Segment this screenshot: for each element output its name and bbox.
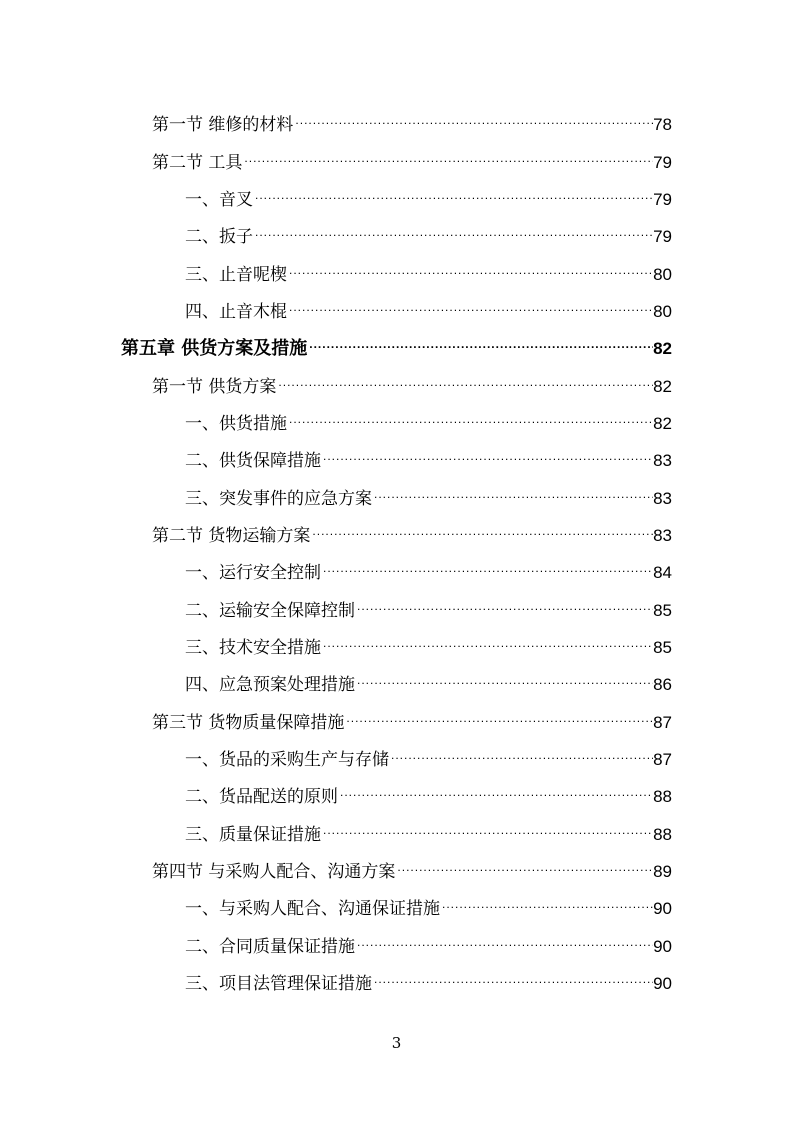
dot-leader (312, 519, 653, 541)
toc-entry-title: 一、音叉 (185, 190, 253, 210)
toc-entry-page-number: 84 (653, 563, 672, 582)
toc-entry-page-number: 79 (653, 153, 672, 172)
toc-entry-page-number: 89 (653, 862, 672, 881)
toc-entry-page-number: 85 (653, 638, 672, 657)
toc-chapter-entry[interactable] (121, 332, 672, 360)
toc-entry-title: 三、质量保证措施 (185, 825, 321, 845)
toc-subsection-entry[interactable] (185, 556, 672, 584)
toc-entry-page-number: 87 (653, 713, 672, 732)
toc-entry-title: 二、货品配送的原则 (185, 787, 338, 807)
dot-leader (244, 146, 653, 168)
dot-leader (346, 706, 653, 728)
toc-subsection-entry[interactable] (185, 183, 672, 211)
dot-leader (278, 370, 653, 392)
toc-entry-title: 一、与采购人配合、沟通保证措施 (185, 899, 440, 919)
dot-leader (340, 780, 653, 802)
toc-entry-title: 四、应急预案处理措施 (185, 675, 355, 695)
toc-subsection-entry[interactable] (185, 780, 672, 808)
dot-leader (374, 482, 653, 504)
toc-subsection-entry[interactable] (185, 668, 672, 696)
dot-leader (442, 892, 653, 914)
toc-entry-title: 第二节 工具 (152, 153, 243, 173)
toc-subsection-entry[interactable] (185, 220, 672, 248)
toc-section-entry[interactable] (152, 370, 672, 398)
dot-leader (255, 220, 653, 242)
dot-leader (397, 855, 653, 877)
toc-entry-page-number: 90 (653, 974, 672, 993)
toc-subsection-entry[interactable] (185, 967, 672, 995)
toc-entry-page-number: 82 (653, 414, 672, 433)
dot-leader (357, 594, 653, 616)
dot-leader (323, 818, 653, 840)
toc-entry-page-number: 85 (653, 601, 672, 620)
toc-entry-page-number: 90 (653, 937, 672, 956)
toc-entry-page-number: 90 (653, 899, 672, 918)
toc-section-entry[interactable] (152, 855, 672, 883)
toc-subsection-entry[interactable] (185, 594, 672, 622)
toc-entry-title: 第四节 与采购人配合、沟通方案 (152, 862, 396, 882)
dot-leader (357, 668, 653, 690)
toc-subsection-entry[interactable] (185, 258, 672, 286)
toc-entry-page-number: 78 (653, 115, 672, 134)
toc-subsection-entry[interactable] (185, 407, 672, 435)
toc-entry-title: 一、运行安全控制 (185, 563, 321, 583)
toc-entry-page-number: 80 (653, 302, 672, 321)
toc-entry-title: 三、止音呢楔 (185, 265, 287, 285)
dot-leader (255, 183, 653, 205)
toc-section-entry[interactable] (152, 519, 672, 547)
toc-subsection-entry[interactable] (185, 743, 672, 771)
toc-entry-page-number: 79 (653, 190, 672, 209)
toc-entry-title: 二、扳子 (185, 227, 253, 247)
toc-section-entry[interactable] (152, 706, 672, 734)
toc-entry-page-number: 82 (653, 377, 672, 396)
toc-entry-title: 四、止音木棍 (185, 302, 287, 322)
toc-entry-title: 一、供货措施 (185, 414, 287, 434)
toc-entry-page-number: 82 (653, 339, 672, 358)
toc-entry-page-number: 86 (653, 675, 672, 694)
page-number: 3 (391, 1034, 402, 1052)
toc-subsection-entry[interactable] (185, 295, 672, 323)
toc-entry-title: 第一节 维修的材料 (152, 115, 294, 135)
toc-entry-title: 三、项目法管理保证措施 (185, 974, 372, 994)
toc-entry-title: 三、技术安全措施 (185, 638, 321, 658)
toc-subsection-entry[interactable] (185, 930, 672, 958)
toc-entry-title: 第二节 货物运输方案 (152, 526, 311, 546)
toc-entry-title: 二、运输安全保障控制 (185, 601, 355, 621)
dot-leader (323, 631, 653, 653)
toc-entry-page-number: 88 (653, 825, 672, 844)
toc-entry-page-number: 88 (653, 787, 672, 806)
dot-leader (289, 295, 653, 317)
toc-entry-title: 二、供货保障措施 (185, 451, 321, 471)
toc-entry-page-number: 87 (653, 750, 672, 769)
toc-entry-title: 三、突发事件的应急方案 (185, 489, 372, 509)
toc-entry-title: 一、货品的采购生产与存储 (185, 750, 389, 770)
dot-leader (295, 108, 653, 130)
dot-leader (357, 930, 653, 952)
toc-section-entry[interactable] (152, 108, 672, 136)
dot-leader (323, 556, 653, 578)
toc-entry-page-number: 83 (653, 489, 672, 508)
toc-entry-page-number: 83 (653, 451, 672, 470)
dot-leader (289, 258, 653, 280)
toc-subsection-entry[interactable] (185, 444, 672, 472)
toc-section-entry[interactable] (152, 146, 672, 174)
toc-subsection-entry[interactable] (185, 482, 672, 510)
toc-entry-page-number: 80 (653, 265, 672, 284)
toc-entry-title: 二、合同质量保证措施 (185, 937, 355, 957)
dot-leader (391, 743, 653, 765)
toc-subsection-entry[interactable] (185, 892, 672, 920)
toc-subsection-entry[interactable] (185, 631, 672, 659)
dot-leader (309, 332, 653, 354)
toc-entry-title: 第三节 货物质量保障措施 (152, 713, 345, 733)
toc-subsection-entry[interactable] (185, 818, 672, 846)
dot-leader (323, 444, 653, 466)
dot-leader (289, 407, 653, 429)
dot-leader (374, 967, 653, 989)
toc-entry-page-number: 79 (653, 227, 672, 246)
toc-entry-page-number: 83 (653, 526, 672, 545)
toc-entry-title: 第五章 供货方案及措施 (121, 338, 308, 359)
toc-entry-title: 第一节 供货方案 (152, 377, 277, 397)
